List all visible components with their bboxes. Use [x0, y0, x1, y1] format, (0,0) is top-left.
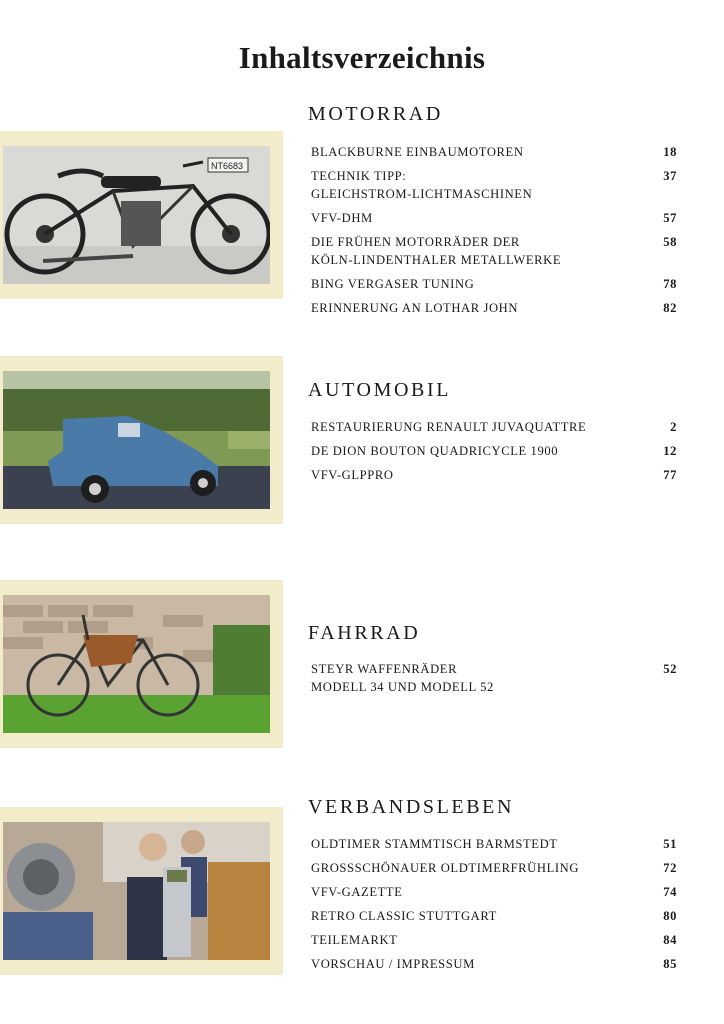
entry-title: RETRO CLASSIC STUTTGART — [311, 909, 497, 923]
renault-juvaquattre-van-photo — [3, 371, 270, 509]
entry-title: RESTAURIERUNG RENAULT JUVAQUATTRE — [311, 420, 587, 434]
page-title: Inhaltsverzeichnis — [238, 40, 486, 75]
toc-entry[interactable] — [311, 955, 677, 973]
entry-title: BLACKBURNE EINBAUMOTOREN — [311, 145, 524, 159]
photo-frame — [0, 807, 283, 975]
svg-text:NT6683: NT6683 — [211, 161, 244, 171]
toc-entry[interactable] — [311, 442, 677, 460]
toc-entry[interactable] — [311, 209, 677, 227]
entry-page: 52 — [663, 662, 677, 676]
toc-entry[interactable] — [311, 883, 677, 901]
entry-page: 57 — [663, 211, 677, 225]
entry-page: 51 — [663, 837, 677, 851]
entry-list — [311, 835, 677, 979]
entry-page: 58 — [663, 235, 677, 249]
entry-list — [311, 143, 677, 323]
section-heading: AUTOMOBIL — [308, 379, 452, 401]
entry-page: 12 — [663, 444, 677, 458]
entry-page: 18 — [663, 145, 677, 159]
toc-entry[interactable] — [311, 143, 677, 161]
steyr-bicycle-photo — [3, 595, 270, 733]
section-heading: VERBANDSLEBEN — [308, 796, 515, 818]
entry-page: 84 — [663, 933, 677, 947]
photo-frame — [0, 131, 283, 299]
toc-entry[interactable] — [311, 907, 677, 925]
entry-title: BING VERGASER TUNING — [311, 277, 475, 291]
entry-title: VFV-GAZETTE — [311, 885, 403, 899]
entry-title: DIE FRÜHEN MOTORRÄDER DER KÖLN-LINDENTHALER METALLWERKE — [311, 235, 562, 267]
toc-entry[interactable] — [311, 466, 677, 484]
entry-title: ERINNERUNG AN LOTHAR JOHN — [311, 301, 519, 315]
entry-title: VFV-GLPPRO — [311, 468, 394, 482]
photo-frame — [0, 356, 283, 524]
entry-title: VORSCHAU / IMPRESSUM — [311, 957, 475, 971]
toc-entry[interactable] — [311, 299, 677, 317]
toc-entry[interactable] — [311, 418, 677, 436]
entry-page: 80 — [663, 909, 677, 923]
entry-page: 72 — [663, 861, 677, 875]
photo-frame — [0, 580, 283, 748]
entry-page: 77 — [663, 468, 677, 482]
toc-entry[interactable] — [311, 660, 677, 696]
entry-title: DE DION BOUTON QUADRICYCLE 1900 — [311, 444, 559, 458]
entry-page: 85 — [663, 957, 677, 971]
entry-page: 2 — [670, 420, 677, 434]
toc-entry[interactable] — [311, 275, 677, 293]
toc-entry[interactable] — [311, 233, 677, 269]
entry-title: TEILEMARKT — [311, 933, 398, 947]
entry-title: GROSSSCHÖNAUER OLDTIMERFRÜHLING — [311, 861, 580, 875]
toc-entry[interactable] — [311, 835, 677, 853]
entry-page: 37 — [663, 169, 677, 183]
entry-list — [311, 418, 677, 490]
entry-title: STEYR WAFFENRÄDER MODELL 34 UND MODELL 52 — [311, 662, 494, 694]
entry-title: OLDTIMER STAMMTISCH BARMSTEDT — [311, 837, 558, 851]
entry-page: 74 — [663, 885, 677, 899]
section-heading: MOTORRAD — [308, 103, 443, 125]
toc-entry[interactable] — [311, 859, 677, 877]
entry-page: 78 — [663, 277, 677, 291]
section-heading: FAHRRAD — [308, 622, 421, 644]
toc-entry[interactable] — [311, 167, 677, 203]
club-meeting-photo — [3, 822, 270, 960]
entry-title: VFV-DHM — [311, 211, 373, 225]
entry-title: TECHNIK TIPP: GLEICHSTROM-LICHTMASCHINEN — [311, 169, 533, 201]
vintage-motorcycle-photo — [3, 146, 270, 284]
toc-entry[interactable] — [311, 931, 677, 949]
entry-list — [311, 660, 677, 702]
entry-page: 82 — [663, 301, 677, 315]
